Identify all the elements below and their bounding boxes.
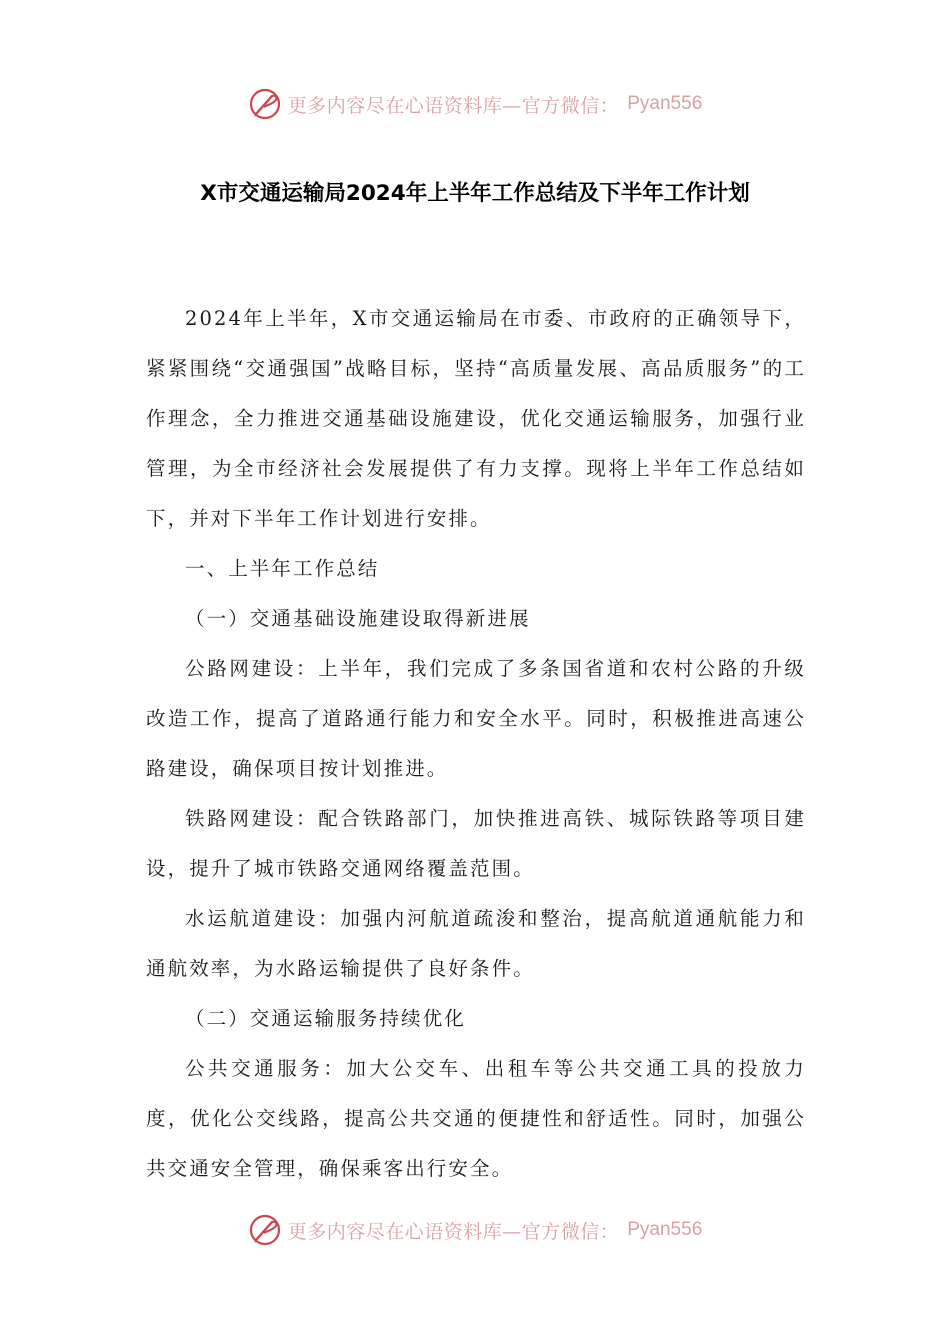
watermark-text: 更多内容尽在心语资料库—官方微信： — [287, 94, 620, 117]
document-body — [146, 294, 806, 1194]
watermark-text: 更多内容尽在心语资料库—官方微信： — [287, 1220, 620, 1243]
quill-logo-icon — [248, 1213, 282, 1247]
section-heading-summary: 一、上半年工作总结 — [185, 557, 380, 580]
paragraph-highway: 公路网建设：上半年，我们完成了多条国省道和农村公路的升级改造工作，提高了道路通行能力和安全水平。同时，积极推进高速公路建设，确保项目按计划推进。 — [146, 657, 806, 780]
intro-paragraph: 2024年上半年，X市交通运输局在市委、市政府的正确领导下，紧紧围绕“交通强国”战略目标，坚持“高质量发展、高品质服务”的工作理念，全力推进交通基础设施建设，优化交通运输服务，加强行业管理，为全市经济社会发展提供了有力支撑。现将上半年工作总结如下，并对下半年工作计划进行安排。 — [146, 307, 806, 530]
paragraph-public-transit: 公共交通服务：加大公交车、出租车等公共交通工具的投放力度，优化公交线路，提高公共交通的便捷性和舒适性。同时，加强公共交通安全管理，确保乘客出行安全。 — [146, 1057, 806, 1180]
watermark-footer — [0, 1208, 950, 1252]
paragraph-waterway: 水运航道建设：加强内河航道疏浚和整治，提高航道通航能力和通航效率，为水路运输提供了良好条件。 — [146, 907, 806, 980]
watermark-wechat-id: Pyan556 — [627, 1219, 703, 1240]
subsection-heading-infrastructure: （一）交通基础设施建设取得新进展 — [185, 607, 531, 630]
paragraph-railway: 铁路网建设：配合铁路部门，加快推进高铁、城际铁路等项目建设，提升了城市铁路交通网络覆盖范围。 — [146, 807, 806, 880]
quill-logo-icon — [248, 87, 282, 121]
watermark-wechat-id: Pyan556 — [627, 93, 703, 114]
subsection-heading-services: （二）交通运输服务持续优化 — [185, 1007, 466, 1030]
watermark-header — [0, 82, 950, 126]
document-title: X市交通运输局2024年上半年工作总结及下半年工作计划 — [200, 181, 750, 206]
